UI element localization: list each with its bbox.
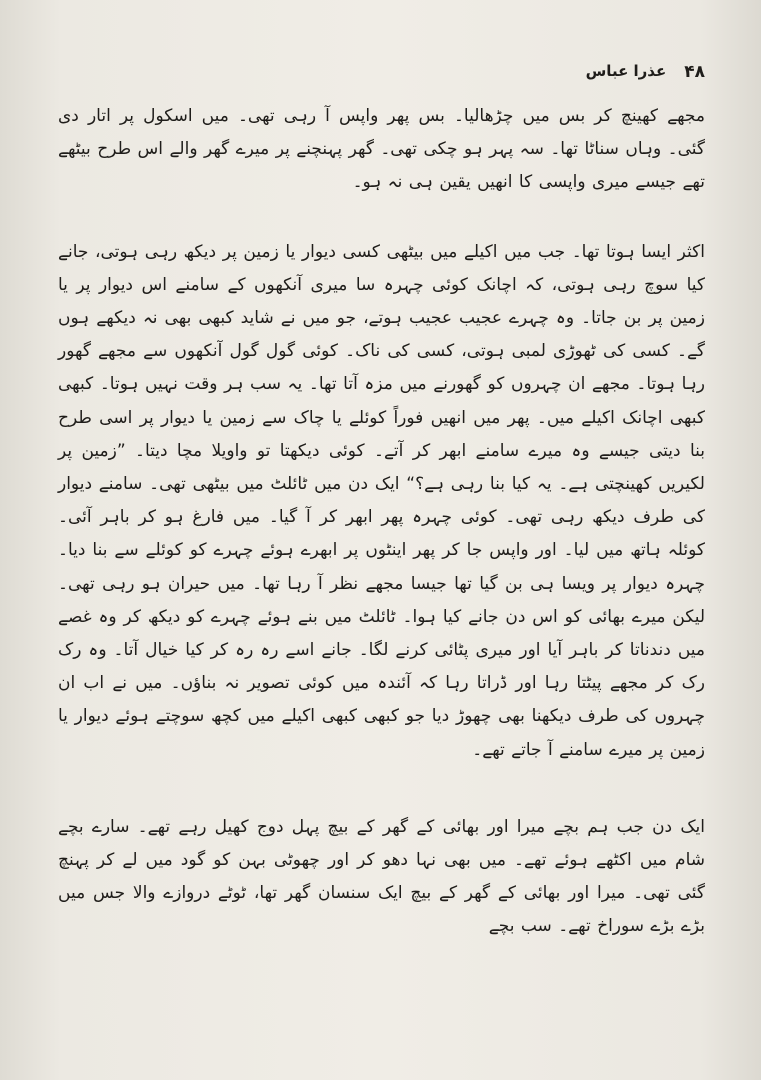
page-number: ۴۸ (684, 62, 705, 82)
paragraph-3: ایک دن جب ہم بچے میرا اور بھائی کے گھر کے بیچ پہل دوج کھیل رہے تھے۔ سارے بچے شام میں اکٹھے ہوئے تھے۔ میں بھی نہا دھو کر اور چھوٹی بہن کو گود میں لے کر پہنچ گئی تھی۔ میرا اور بھائی کے گھر کے بیچ ایک سنسان گھر تھا، ٹوٹے دروازے والا جس میں بڑے بڑے سوراخ تھے۔ سب بچے (58, 816, 705, 937)
paragraph-2: اکثر ایسا ہوتا تھا۔ جب میں اکیلے میں بیٹھی کسی دیوار یا زمین پر دیکھ رہی ہوتی، جانے کیا سوچ رہی ہوتی، کہ اچانک کوئی چہرہ سا میری آنکھوں کے سامنے اس دیوار پر یا زمین پر بن جاتا۔ وہ چہرے عجیب عجیب ہوتے، جو میں نے شاید کبھی بھی نہ دیکھے ہوں گے۔ کسی کی ٹھوڑی لمبی ہوتی، کسی کی ناک۔ کوئی گول گول آنکھوں سے مجھے گھور رہا ہوتا۔ مجھے ان چہروں کو گھورنے میں مزہ آتا تھا۔ یہ سب ہر وقت نہیں ہوتا۔ کبھی کبھی اچانک اکیلے میں۔ پھر میں انھیں فوراً کوئلے یا چاک سے زمین یا دیوار پر اسی طرح بنا دیتی جیسے وہ میرے سامنے ابھر کر آتے۔ کوئی دیکھتا تو واویلا مچا دیتا۔ ”زمین پر لکیریں کھینچتی ہے۔ یہ کیا بنا رہی ہے؟“ ایک دن میں ٹائلٹ میں بیٹھی تھی۔ سامنے دیوار کی طرف دیکھ رہی تھی۔ کوئی چہرہ پھر ابھر کر آ گیا۔ میں فارغ ہو کر باہر آئی۔ کوئلہ ہاتھ میں لیا۔ اور واپس جا کر پھر اینٹوں پر ابھرے ہوئے چہرے کو کوئلے سے بنا دیا۔ چہرہ دیوار پر ویسا ہی بن گیا تھا جیسا مجھے نظر آ رہا تھا۔ میں حیران ہو رہی تھی۔ لیکن میرے بھائی کو اس دن جانے کیا ہوا۔ ٹائلٹ میں بنے ہوئے چہرے کو دیکھ کر وہ غصے میں دندناتا کر باہر آیا اور میری پٹائی کرنے لگا۔ جانے اسے رہ رہ کر کیا خیال آتا۔ وہ رک رک کر مجھے پیٹتا رہا اور ڈراتا رہا کہ آئندہ میں کوئی تصویر نہ بناؤں۔ میں نے اب ان چہروں کی طرف دیکھنا بھی چھوڑ دیا جو کبھی کبھی اکیلے میں کچھ سوچتے ہوئے دیوار یا زمین پر میرے سامنے آ جاتے تھے۔ (58, 241, 705, 760)
page-header (58, 62, 705, 82)
paragraph-1: مجھے کھینچ کر بس میں چڑھالیا۔ بس پھر واپس آ رہی تھی۔ میں اسکول پر اتار دی گئی۔ وہاں سناٹا تھا۔ سہ پہر ہو چکی تھی۔ گھر پہنچنے پر میرے گھر والے اس طرح بیٹھے تھے جیسے میری واپسی کا انھیں یقین ہی نہ ہو۔ (58, 106, 705, 193)
running-head-author: عذرا عباس (585, 62, 667, 80)
